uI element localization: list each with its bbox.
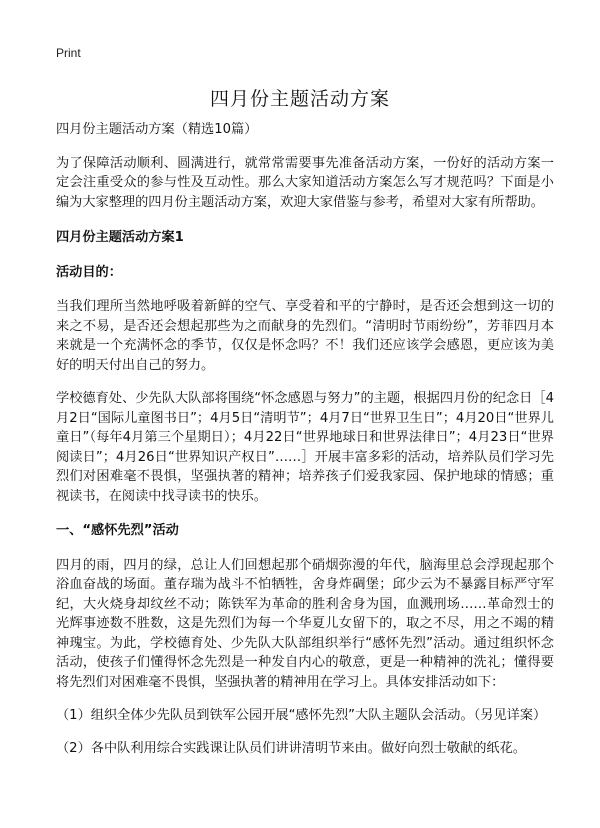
activity-heading: 一、“感怀先烈”活动 — [56, 523, 179, 538]
activity-item-2: （2）各中队利用综合实践课让队员们讲讲清明节来由。做好向烈士敬献的纸花。 — [56, 740, 526, 756]
goal-paragraph: 当我们理所当然地呼吸着新鲜的空气、享受着和平的宁静时，是否还会想到这一切的来之不易，是否还会想起那些为之而献身的先烈们。“清明时节雨纷纷”，芳菲四月本来就是一个充满怀念的季节，仅仅是怀念吗？不！我们还应该学会感恩，更应该为美好的明天付出自己的努力。 — [56, 299, 554, 373]
theme-paragraph: 学校德育处、少先队大队部将围绕“怀念感恩与努力”的主题，根据四月份的纪念日［4月2日“国际儿童图书日”；4月5日“清明节”；4月7日“世界卫生日”；4月20日“世界儿童日”（每年4月第三个星期日）；4月22日“世界地球日和世界法律日”；4月23日“世界阅读日”；4月26日“世界知识产权日”……］开展丰富多彩的活动，培养队员们学习先烈们对困难毫不畏惧，坚强执著的精神；培养孩子们爱我家园、保护地球的情感；重视读书，在阅读中找寻读书的快乐。 — [56, 391, 554, 504]
section-title: 四月份主题活动方案1 — [56, 230, 184, 245]
document-subtitle: 四月份主题活动方案（精选10篇） — [56, 122, 258, 137]
document-body — [56, 120, 554, 758]
activity-paragraph: 四月的雨，四月的绿，总让人们回想起那个硝烟弥漫的年代，脑海里总会浮现起那个浴血奋战的场面。董存瑞为战斗不怕牺牲，舍身炸碉堡；邱少云为不暴露目标严守军纪，大火烧身却纹丝不动；陈铁军为革命的胜利舍身为国，血溅刑场……革命烈士的光辉事迹数不胜数，这是先烈们为每一个华夏儿女留下的，取之不尽，用之不竭的精神瑰宝。为此，学校德育处、少先队大队部组织举行“感怀先烈”活动。通过组织怀念活动，使孩子们懂得怀念先烈是一种发自内心的敬意，更是一种精神的洗礼；懂得要将先烈们对困难毫不畏惧，坚强执著的精神用在学习上。具体安排活动如下： — [56, 557, 554, 690]
document-title: 四月份主题活动方案 — [209, 88, 390, 110]
print-link[interactable]: Print — [56, 46, 81, 60]
goal-heading: 活动目的： — [56, 264, 122, 280]
activity-item-1: （1）组织全体少先队员到铁军公园开展“感怀先烈”大队主题队会活动。（另见详案） — [56, 708, 547, 723]
intro-paragraph: 为了保障活动顺利、圆满进行，就常常需要事先准备活动方案，一份好的活动方案一定会注重受众的参与性及互动性。那么大家知道活动方案怎么写才规范吗？下面是小编为大家整理的四月份主题活动方案，欢迎大家借鉴与参考，希望对大家有所帮助。 — [56, 155, 554, 210]
